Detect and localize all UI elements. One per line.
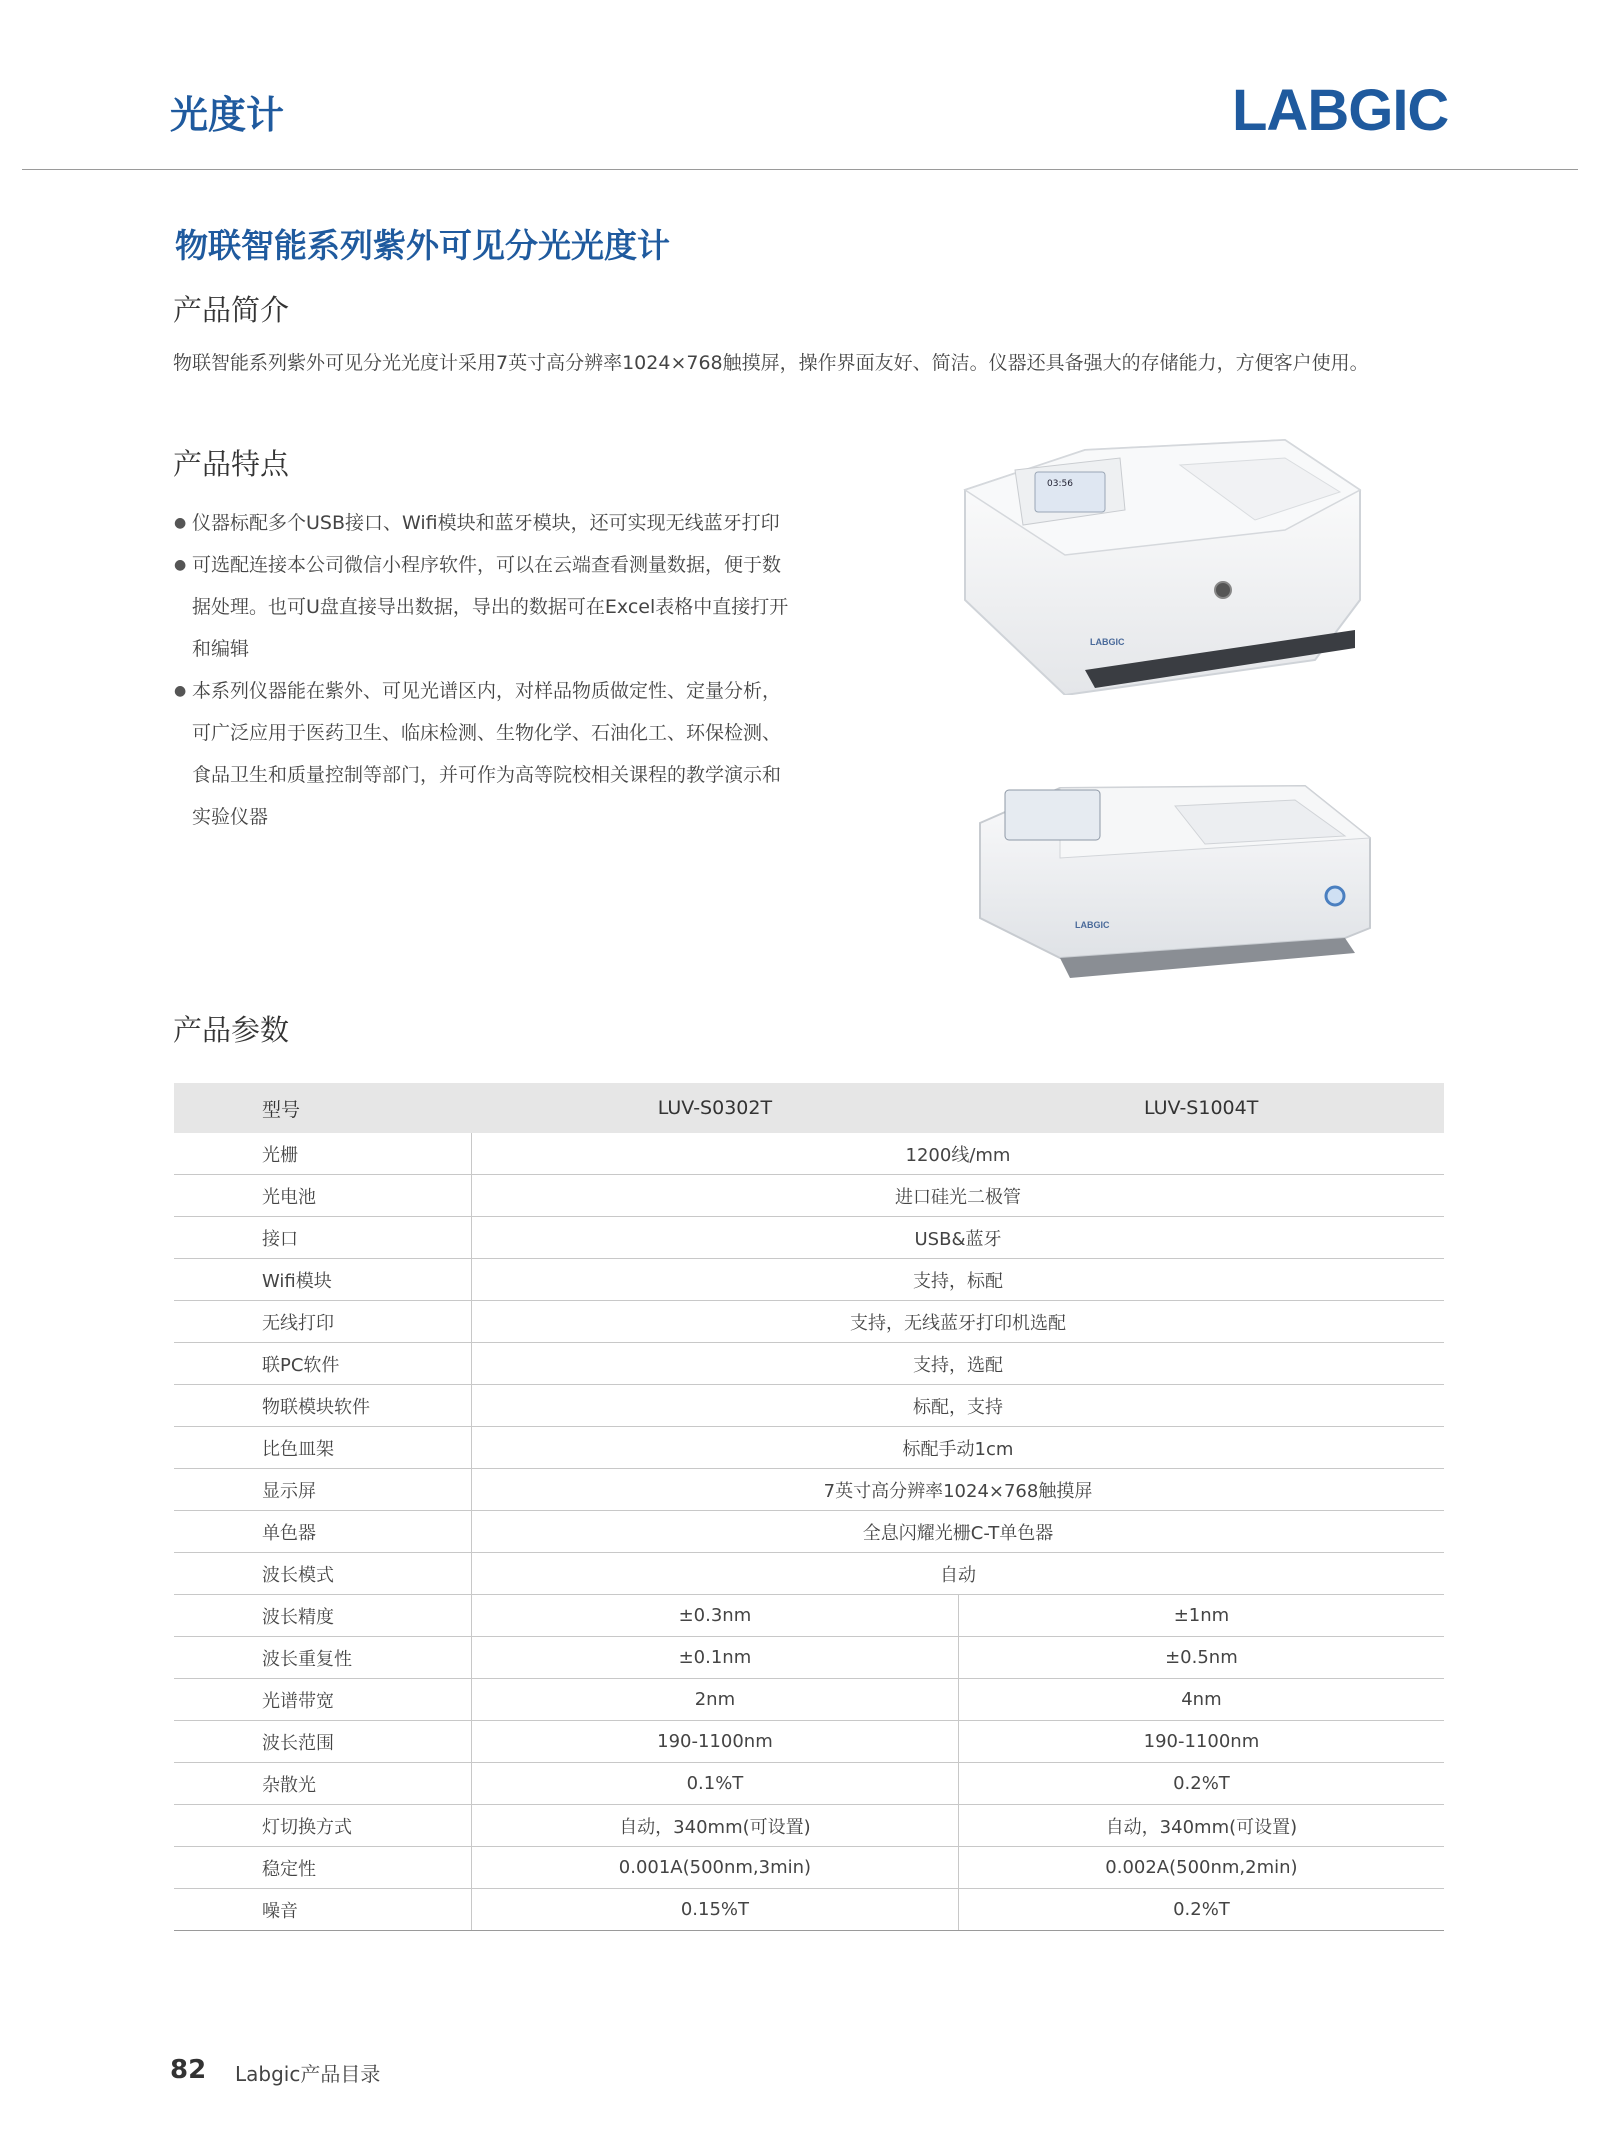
param-label: 波长精度 — [174, 1595, 472, 1637]
param-value-b: 0.2%T — [958, 1889, 1444, 1931]
table-row — [174, 1469, 1444, 1511]
param-label: 灯切换方式 — [174, 1805, 472, 1847]
param-label: Wifi模块 — [174, 1259, 472, 1301]
table-header-row — [174, 1083, 1444, 1133]
param-label: 光电池 — [174, 1175, 472, 1217]
table-row — [174, 1889, 1444, 1931]
params-heading: 产品参数 — [173, 1013, 290, 1047]
param-value-b: 4nm — [958, 1679, 1444, 1721]
power-button-icon — [1326, 887, 1344, 905]
table-row — [174, 1259, 1444, 1301]
param-value: 标配手动1cm — [472, 1427, 1445, 1469]
device-label: LABGIC — [1090, 637, 1125, 647]
param-value: 进口硅光二极管 — [472, 1175, 1445, 1217]
table-row — [174, 1553, 1444, 1595]
param-value-a: 190-1100nm — [472, 1721, 959, 1763]
table-row — [174, 1301, 1444, 1343]
param-label: 波长重复性 — [174, 1637, 472, 1679]
param-value: 支持，选配 — [472, 1343, 1445, 1385]
product-title: 物联智能系列紫外可见分光光度计 — [175, 226, 670, 265]
table-row — [174, 1217, 1444, 1259]
param-value-a: 0.15%T — [472, 1889, 959, 1931]
param-label: 无线打印 — [174, 1301, 472, 1343]
param-value: 7英寸高分辨率1024×768触摸屏 — [472, 1469, 1445, 1511]
param-value-b: ±1nm — [958, 1595, 1444, 1637]
param-label: 光栅 — [174, 1133, 472, 1175]
param-value: USB&蓝牙 — [472, 1217, 1445, 1259]
intro-text: 物联智能系列紫外可见分光光度计采用7英寸高分辨率1024×768触摸屏，操作界面友好、简洁。仪器还具备强大的存储能力，方便客户使用。 — [173, 352, 1369, 374]
feature-list — [172, 502, 792, 838]
param-value: 全息闪耀光栅C-T单色器 — [472, 1511, 1445, 1553]
param-value: 标配，支持 — [472, 1385, 1445, 1427]
param-label: 杂散光 — [174, 1763, 472, 1805]
param-value-b: ±0.5nm — [958, 1637, 1444, 1679]
param-value-a: 2nm — [472, 1679, 959, 1721]
table-row — [174, 1133, 1444, 1175]
page-number: 82 — [170, 2055, 207, 2085]
bullet-icon: ● — [174, 515, 187, 531]
param-label: 光谱带宽 — [174, 1679, 472, 1721]
table-row — [174, 1805, 1444, 1847]
model-column-b: LUV-S1004T — [958, 1083, 1444, 1133]
features-heading: 产品特点 — [173, 447, 290, 481]
device-label: LABGIC — [1075, 920, 1110, 930]
page-category: 光度计 — [170, 93, 285, 137]
table-row — [174, 1511, 1444, 1553]
table-row — [174, 1763, 1444, 1805]
param-value-a: 0.001A(500nm,3min) — [472, 1847, 959, 1889]
table-row — [174, 1175, 1444, 1217]
spectrophotometer-image-top — [955, 430, 1375, 695]
table-row — [174, 1637, 1444, 1679]
param-label: 单色器 — [174, 1511, 472, 1553]
table-row — [174, 1595, 1444, 1637]
param-label: 物联模块软件 — [174, 1385, 472, 1427]
table-row — [174, 1427, 1444, 1469]
screen-time: 03:56 — [1047, 479, 1073, 489]
intro-heading: 产品简介 — [173, 293, 290, 327]
param-label: 波长范围 — [174, 1721, 472, 1763]
params-table — [174, 1083, 1444, 1931]
param-value-a: ±0.3nm — [472, 1595, 959, 1637]
param-value: 支持，无线蓝牙打印机选配 — [472, 1301, 1445, 1343]
param-label: 比色皿架 — [174, 1427, 472, 1469]
power-button-icon — [1215, 582, 1231, 598]
params-body — [174, 1133, 1444, 1931]
param-value-a: ±0.1nm — [472, 1637, 959, 1679]
param-value: 自动 — [472, 1553, 1445, 1595]
param-value: 1200线/mm — [472, 1133, 1445, 1175]
param-value-b: 自动，340mm(可设置) — [958, 1805, 1444, 1847]
param-value-b: 190-1100nm — [958, 1721, 1444, 1763]
feature-item: ● 本系列仪器能在紫外、可见光谱区内，对样品物质做定性、定量分析，可广泛应用于医药卫生、临床检测、生物化学、石油化工、环保检测、食品卫生和质量控制等部门，并可作为高等院校相关课程的教学演示和实验仪器 — [172, 670, 792, 838]
param-label: 稳定性 — [174, 1847, 472, 1889]
brand-logo: LABGIC — [1232, 78, 1449, 143]
table-row — [174, 1343, 1444, 1385]
param-label: 联PC软件 — [174, 1343, 472, 1385]
catalog-name: Labgic产品目录 — [235, 2062, 381, 2086]
spectrophotometer-image-bottom — [975, 778, 1380, 983]
feature-item: ● 可选配连接本公司微信小程序软件，可以在云端查看测量数据，便于数据处理。也可U盘直接导出数据，导出的数据可在Excel表格中直接打开和编辑 — [172, 544, 792, 670]
param-label: 接口 — [174, 1217, 472, 1259]
param-value-a: 自动，340mm(可设置) — [472, 1805, 959, 1847]
param-value-b: 0.002A(500nm,2min) — [958, 1847, 1444, 1889]
param-label: 噪音 — [174, 1889, 472, 1931]
table-row — [174, 1385, 1444, 1427]
bullet-icon: ● — [174, 557, 187, 573]
param-value-a: 0.1%T — [472, 1763, 959, 1805]
feature-item: ● 仪器标配多个USB接口、Wifi模块和蓝牙模块，还可实现无线蓝牙打印 — [172, 502, 792, 544]
param-value-b: 0.2%T — [958, 1763, 1444, 1805]
model-column-a: LUV-S0302T — [472, 1083, 959, 1133]
bullet-icon: ● — [174, 683, 187, 699]
param-label: 显示屏 — [174, 1469, 472, 1511]
table-row — [174, 1847, 1444, 1889]
param-label: 波长模式 — [174, 1553, 472, 1595]
table-row — [174, 1679, 1444, 1721]
table-row — [174, 1721, 1444, 1763]
header-divider — [22, 169, 1578, 170]
model-header: 型号 — [174, 1083, 472, 1133]
param-value: 支持，标配 — [472, 1259, 1445, 1301]
